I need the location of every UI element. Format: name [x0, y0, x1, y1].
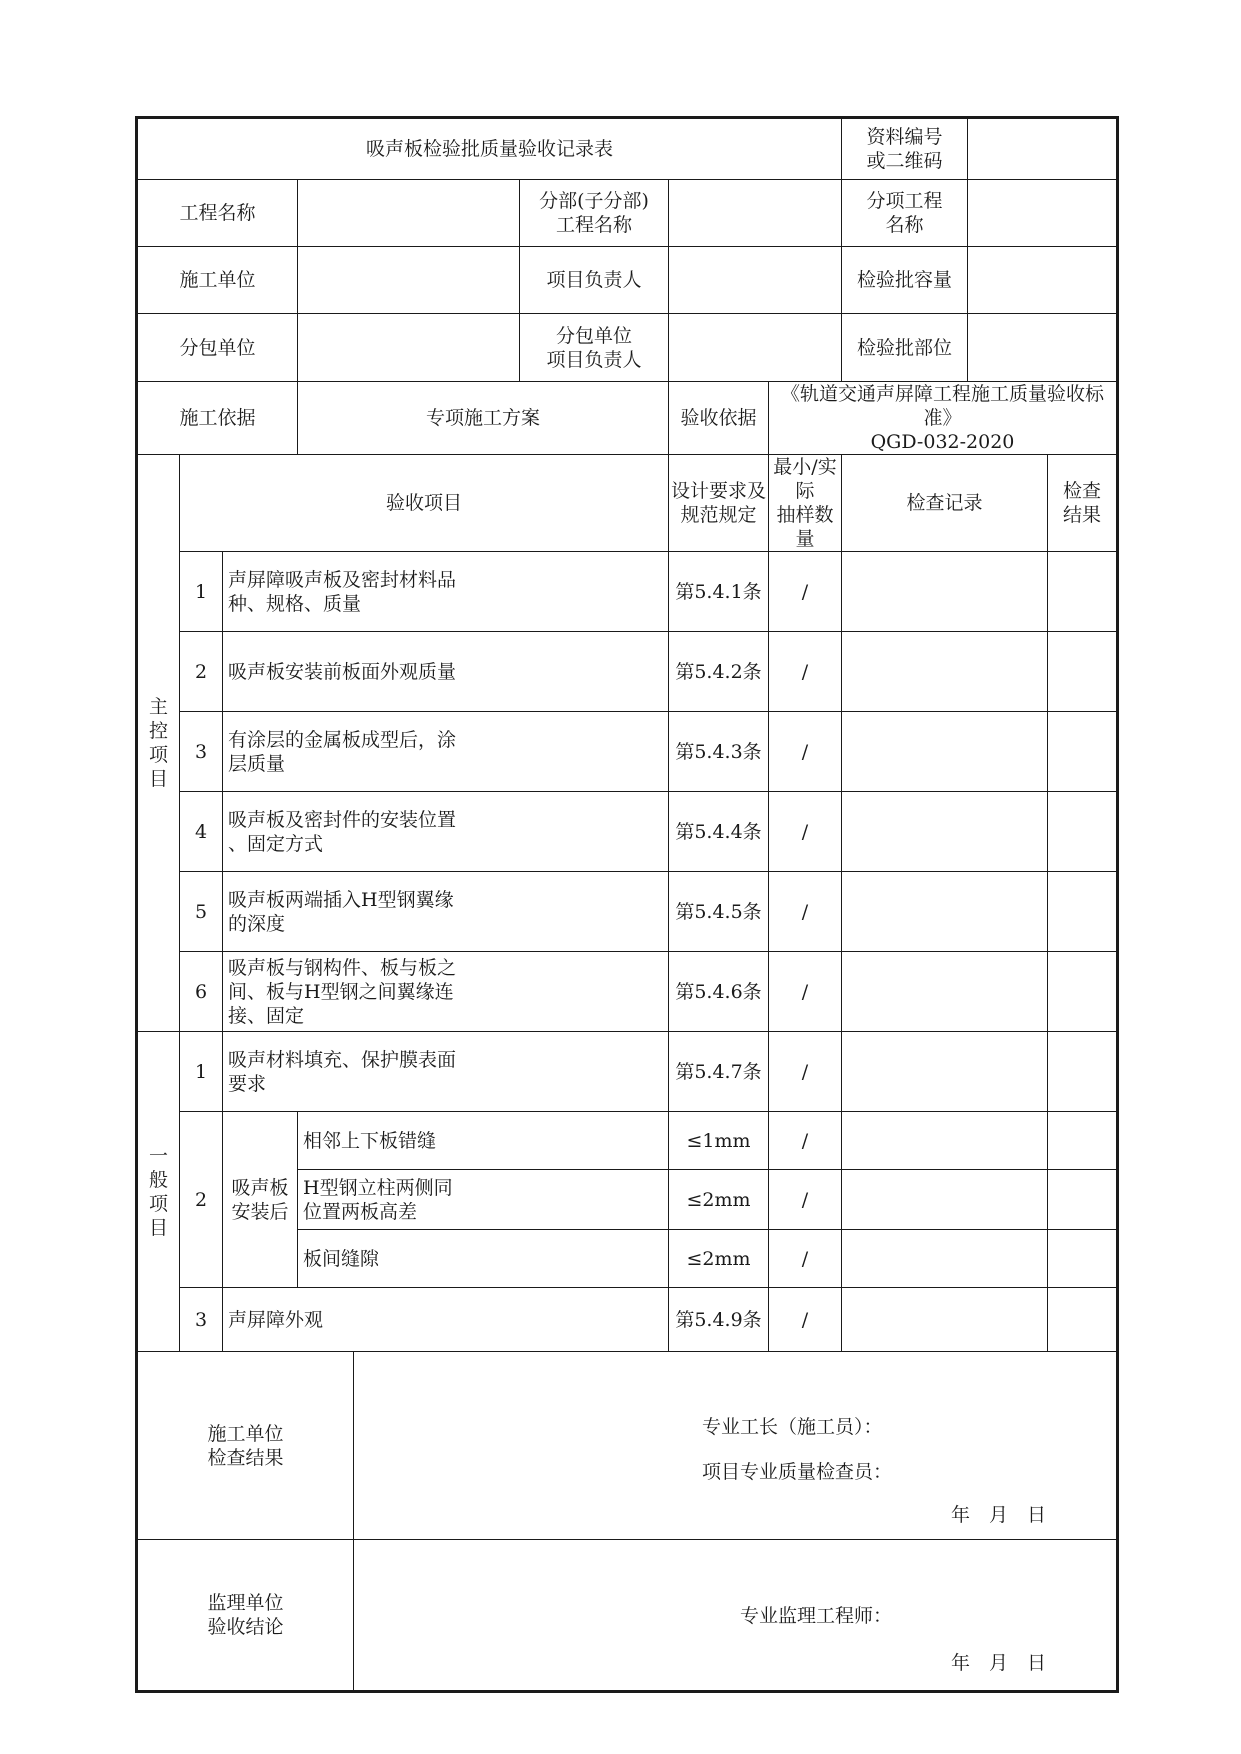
item-result[interactable] [1048, 1230, 1118, 1288]
item-record[interactable] [842, 792, 1048, 872]
doc-no-value[interactable] [968, 118, 1118, 180]
item-result[interactable] [1048, 872, 1118, 952]
item-requirement: 第5.4.9条 [669, 1288, 769, 1352]
col-result-header: 检查 结果 [1048, 455, 1118, 552]
supervisor-check-area[interactable] [354, 1540, 1118, 1692]
item-requirement: ≤2mm [669, 1230, 769, 1288]
item-description: 有涂层的金属板成型后，涂 层质量 [223, 712, 669, 792]
sub-item-description: 板间缝隙 [298, 1230, 669, 1288]
table-row [137, 952, 1118, 1032]
supervising-engineer-label: 专业监理工程师： [740, 1605, 893, 1627]
item-no: 1 [180, 1032, 223, 1112]
acceptance-basis-value: 《轨道交通声屏障工程施工质量验收标准》 QGD-032-2020 [769, 382, 1118, 455]
item-description: 吸声板与钢构件、板与板之 间、板与H型钢之间翼缘连 接、固定 [223, 952, 669, 1032]
subcontractor-label: 分包单位 [137, 314, 298, 382]
item-record[interactable] [842, 552, 1048, 632]
table-row [137, 1112, 1118, 1170]
item-no: 5 [180, 872, 223, 952]
item-sample[interactable]: / [769, 792, 842, 872]
item-sample[interactable]: / [769, 952, 842, 1032]
item-record[interactable] [842, 1230, 1048, 1288]
item-group-label: 吸声板 安装后 [223, 1112, 298, 1288]
item-no: 3 [180, 712, 223, 792]
item-requirement: 第5.4.1条 [669, 552, 769, 632]
item-sample[interactable]: / [769, 1032, 842, 1112]
table-row [137, 792, 1118, 872]
item-result[interactable] [1048, 552, 1118, 632]
contractor-check-area[interactable] [354, 1352, 1118, 1540]
item-requirement: ≤2mm [669, 1170, 769, 1230]
item-result[interactable] [1048, 952, 1118, 1032]
sub-item-description: H型钢立柱两侧同 位置两板高差 [298, 1170, 669, 1230]
item-no: 1 [180, 552, 223, 632]
batch-location-label: 检验批部位 [842, 314, 968, 382]
col-requirement-header: 设计要求及 规范规定 [669, 455, 769, 552]
table-row [137, 872, 1118, 952]
foreman-label: 专业工长（施工员）： [702, 1416, 883, 1438]
item-sample[interactable]: / [769, 1112, 842, 1170]
project-name-value[interactable] [298, 180, 520, 247]
item-sample[interactable]: / [769, 1288, 842, 1352]
col-record-header: 检查记录 [842, 455, 1048, 552]
item-description: 声屏障吸声板及密封材料品 种、规格、质量 [223, 552, 669, 632]
item-record[interactable] [842, 952, 1048, 1032]
item-result[interactable] [1048, 792, 1118, 872]
item-result[interactable] [1048, 1032, 1118, 1112]
item-record[interactable] [842, 1112, 1048, 1170]
item-result[interactable] [1048, 1170, 1118, 1230]
item-description: 声屏障外观 [223, 1288, 669, 1352]
form-title: 吸声板检验批质量验收记录表 [137, 118, 842, 180]
item-description: 吸声板及密封件的安装位置 、固定方式 [223, 792, 669, 872]
item-record[interactable] [842, 1288, 1048, 1352]
item-requirement: 第5.4.7条 [669, 1032, 769, 1112]
table-row [137, 712, 1118, 792]
item-no: 2 [180, 632, 223, 712]
item-no: 6 [180, 952, 223, 1032]
item-sample[interactable]: / [769, 1170, 842, 1230]
item-no: 2 [180, 1112, 223, 1288]
subitem-label: 分项工程 名称 [842, 180, 968, 247]
table-row [137, 632, 1118, 712]
contractor-label: 施工单位 [137, 247, 298, 314]
supervisor-check-label: 监理单位 验收结论 [137, 1540, 354, 1692]
table-row [137, 1288, 1118, 1352]
item-sample[interactable]: / [769, 632, 842, 712]
col-sample-header: 最小/实际 抽样数量 [769, 455, 842, 552]
item-sample[interactable]: / [769, 552, 842, 632]
subitem-value[interactable] [968, 180, 1118, 247]
item-record[interactable] [842, 872, 1048, 952]
acceptance-basis-label: 验收依据 [669, 382, 769, 455]
col-item-header: 验收项目 [180, 455, 669, 552]
batch-capacity-value[interactable] [968, 247, 1118, 314]
subdivision-value[interactable] [669, 180, 842, 247]
acceptance-record-sheet [135, 116, 1116, 1674]
sub-item-description: 相邻上下板错缝 [298, 1112, 669, 1170]
record-table [135, 116, 1119, 1693]
table-row [137, 1032, 1118, 1112]
item-record[interactable] [842, 1032, 1048, 1112]
supervisor-date-label: 年 月 日 [951, 1652, 1047, 1674]
item-requirement: 第5.4.2条 [669, 632, 769, 712]
item-description: 吸声板两端插入H型钢翼缘 的深度 [223, 872, 669, 952]
project-name-label: 工程名称 [137, 180, 298, 247]
contractor-value[interactable] [298, 247, 520, 314]
quality-inspector-label: 项目专业质量检查员： [702, 1461, 893, 1483]
doc-no-label: 资料编号 或二维码 [842, 118, 968, 180]
subcontractor-value[interactable] [298, 314, 520, 382]
item-result[interactable] [1048, 712, 1118, 792]
table-row [137, 552, 1118, 632]
item-sample[interactable]: / [769, 872, 842, 952]
project-leader-label: 项目负责人 [520, 247, 669, 314]
item-record[interactable] [842, 632, 1048, 712]
batch-capacity-label: 检验批容量 [842, 247, 968, 314]
item-requirement: ≤1mm [669, 1112, 769, 1170]
item-no: 3 [180, 1288, 223, 1352]
item-requirement: 第5.4.6条 [669, 952, 769, 1032]
project-leader-value[interactable] [669, 247, 842, 314]
item-requirement: 第5.4.4条 [669, 792, 769, 872]
item-result[interactable] [1048, 1112, 1118, 1170]
item-no: 4 [180, 792, 223, 872]
item-requirement: 第5.4.3条 [669, 712, 769, 792]
item-description: 吸声板安装前板面外观质量 [223, 632, 669, 712]
item-record[interactable] [842, 712, 1048, 792]
item-description: 吸声材料填充、保护膜表面 要求 [223, 1032, 669, 1112]
item-result[interactable] [1048, 1288, 1118, 1352]
sub-leader-value[interactable] [669, 314, 842, 382]
contractor-check-label: 施工单位 检查结果 [137, 1352, 354, 1540]
item-sample[interactable]: / [769, 1230, 842, 1288]
basis-value: 专项施工方案 [298, 382, 669, 455]
contractor-date-label: 年 月 日 [951, 1504, 1047, 1526]
item-requirement: 第5.4.5条 [669, 872, 769, 952]
batch-location-value[interactable] [968, 314, 1118, 382]
main-control-label: 主控项目 [137, 455, 180, 1032]
sub-leader-label: 分包单位 项目负责人 [520, 314, 669, 382]
item-record[interactable] [842, 1170, 1048, 1230]
subdivision-label: 分部(子分部) 工程名称 [520, 180, 669, 247]
basis-label: 施工依据 [137, 382, 298, 455]
item-result[interactable] [1048, 632, 1118, 712]
item-sample[interactable]: / [769, 712, 842, 792]
general-label: 一般项目 [137, 1032, 180, 1352]
